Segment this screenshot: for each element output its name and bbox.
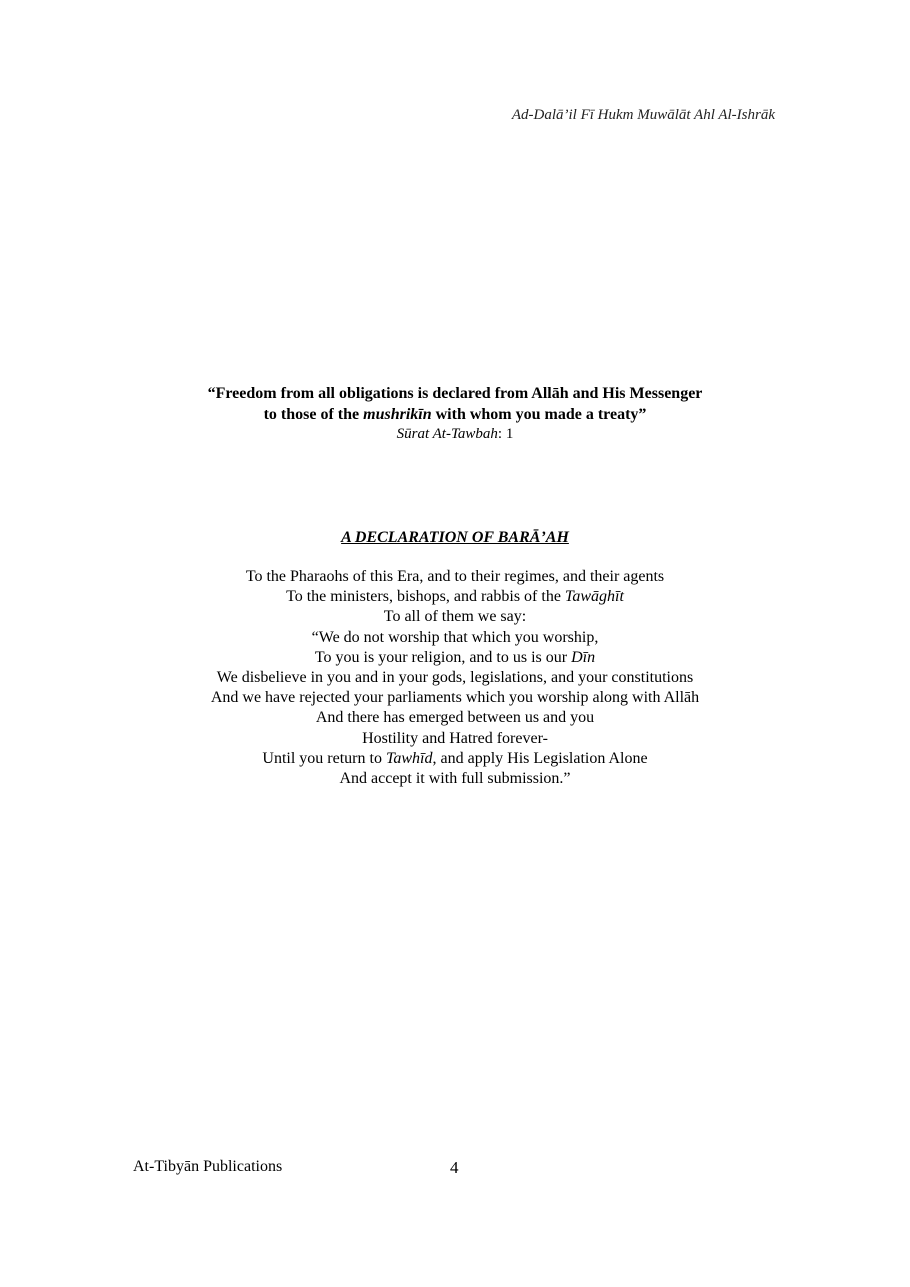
epigraph-line-2 — [0, 404, 910, 425]
epigraph-line-1: “Freedom from all obligations is declared from Allāh and His Messenger — [207, 385, 703, 402]
declaration-line-end: , and apply His Legislation Alone — [432, 749, 648, 767]
epigraph-line-2-start: to those of the — [263, 406, 364, 423]
reference-verse: : 1 — [497, 426, 514, 442]
page-number: 4 — [450, 1158, 459, 1177]
declaration-line: To all of them we say: — [383, 608, 527, 626]
term-din: Dīn — [571, 648, 596, 666]
declaration-body — [0, 567, 910, 789]
declaration-line-start: To you is your religion, and to us is our — [314, 648, 572, 666]
declaration-line: Hostility and Hatred forever- — [362, 729, 548, 747]
declaration-line: To the Pharaohs of this Era, and to their regimes, and their agents — [245, 568, 665, 585]
epigraph-quote — [0, 383, 910, 444]
declaration-line: And accept it with full submission.” — [339, 770, 571, 788]
declaration-section — [0, 527, 910, 789]
declaration-heading: A DECLARATION OF BARĀ’AH — [341, 529, 569, 546]
declaration-line — [0, 648, 910, 668]
declaration-line — [0, 749, 910, 769]
declaration-line-start: To the ministers, bishops, and rabbis of the — [286, 588, 565, 606]
declaration-line — [0, 587, 910, 607]
declaration-line-start: Until you return to — [262, 749, 386, 767]
epigraph-reference — [0, 425, 910, 444]
footer-publisher: At-Tibyān Publications — [133, 1158, 283, 1175]
reference-surah: Sūrat At-Tawbah — [396, 426, 498, 442]
declaration-line: And we have rejected your parliaments which you worship along with Allāh — [210, 689, 700, 707]
declaration-line: And there has emerged between us and you — [315, 709, 595, 727]
epigraph-line-2-end: with whom you made a treaty” — [431, 406, 647, 423]
declaration-line: “We do not worship that which you worship, — [311, 628, 599, 646]
running-header: Ad-Dalā’il Fī Hukm Muwālāt Ahl Al-Ishrāk — [511, 107, 775, 123]
declaration-line: We disbelieve in you and in your gods, legislations, and your constitutions — [216, 669, 694, 687]
term-tawaghit: Tawāghīt — [564, 588, 624, 606]
epigraph-term-mushrikin: mushrikīn — [363, 406, 432, 423]
term-tawhid: Tawhīd — [385, 749, 433, 767]
